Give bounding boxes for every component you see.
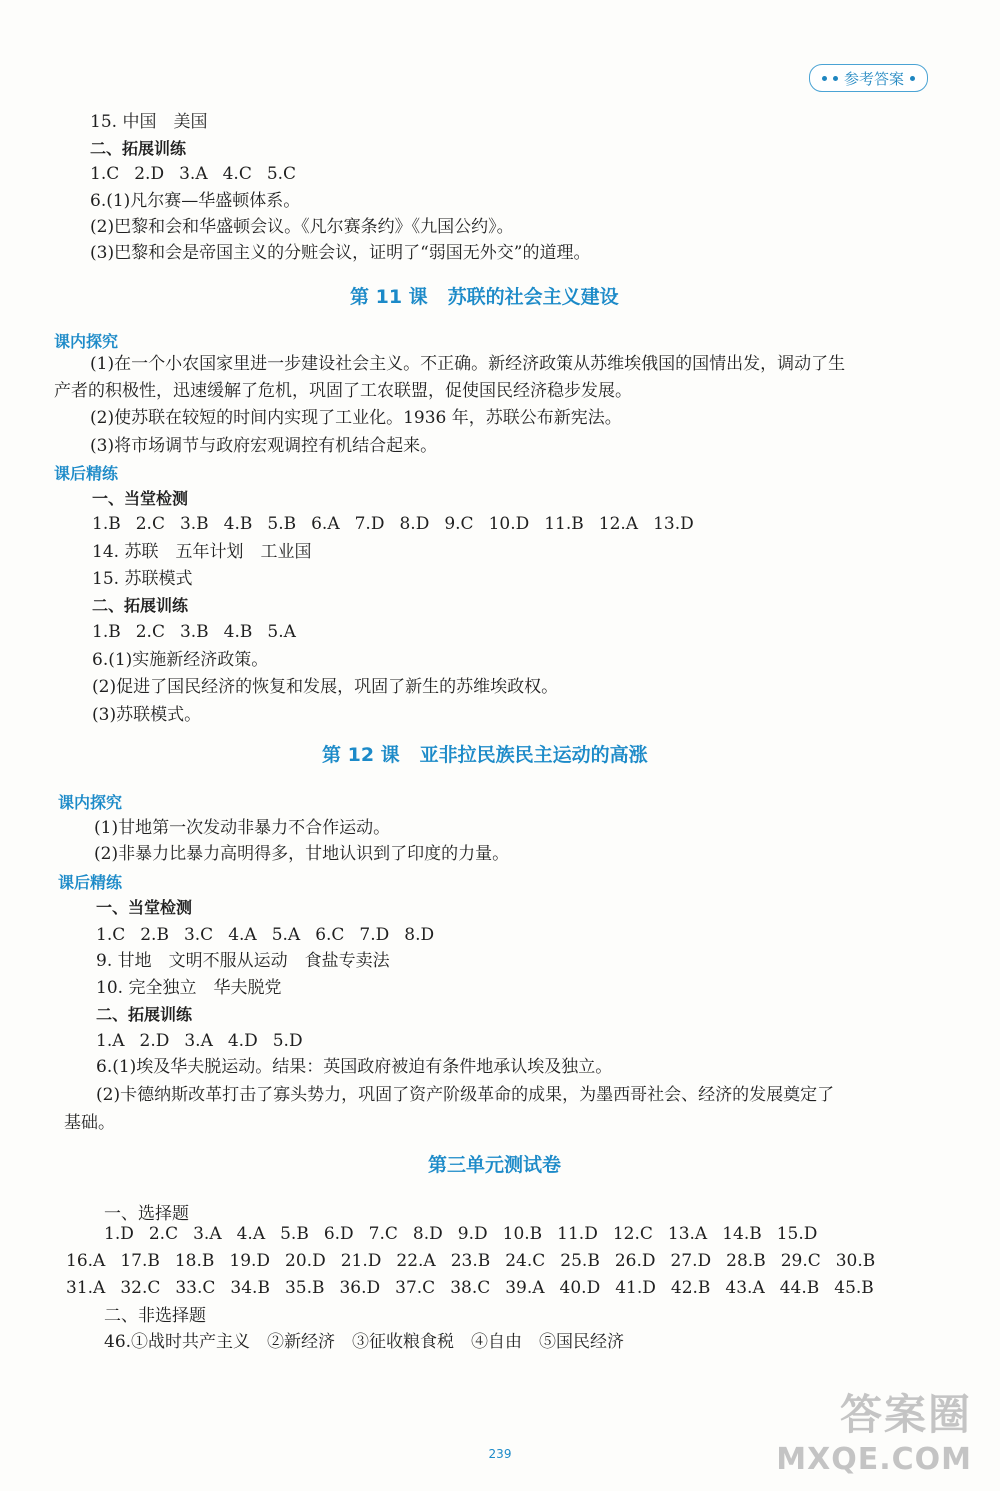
answer-item: 8.D [412,1224,443,1244]
answer-item: 2.C [135,514,165,534]
answer-item: 33.C [175,1278,216,1298]
answer-item: 4.A [228,925,257,945]
answer-item: 5.A [267,622,296,642]
answer-item: 11.D [557,1224,598,1244]
answer-item: 5.B [280,1224,309,1244]
answer-item: 4.C [222,164,252,184]
answer-item: 13.A [667,1224,708,1244]
unit-3-test-title: 第三单元测试卷 [428,1154,562,1176]
answer-item: 3.A [184,1031,213,1051]
answer-item: 1.C [90,164,120,184]
answer-item: 26.D [614,1251,656,1271]
answer-line: (3)将市场调节与政府宏观调控有机结合起来。 [90,436,438,456]
answer-item: 10.B [502,1224,543,1244]
answer-item: 2.D [134,164,165,184]
choice-answers [92,512,709,536]
answer-item: 2.C [148,1224,179,1244]
header-tag-label: 参考答案 [843,69,904,88]
choice-section-heading: 一、选择题 [104,1204,189,1224]
answer-item: 39.A [505,1278,545,1298]
answer-item: 7.C [368,1224,398,1244]
lesson-11-title [350,284,619,310]
answer-line: 15. 苏联模式 [92,569,193,589]
choice-answers [66,1249,890,1273]
answer-item: 31.A [66,1278,106,1298]
answer-item: 7.D [354,514,385,534]
answer-item: 5.D [272,1031,303,1051]
in-class-explore-heading: 课内探究 [54,332,119,351]
answer-item: 1.A [96,1031,125,1051]
answer-item: 19.D [229,1251,271,1271]
answer-item: 17.B [120,1251,160,1271]
answer-item: 22.A [396,1251,436,1271]
answer-line: (1)甘地第一次发动非暴力不合作运动。 [94,818,391,838]
answer-item: 24.C [505,1251,546,1271]
answer-item: 12.A [598,514,639,534]
answer-line: 6.(1)埃及华夫脱运动。结果：英国政府被迫有条件地承认埃及独立。 [96,1057,613,1077]
answer-line: 产者的积极性，迅速缓解了危机，巩固了工农联盟，促使国民经济稳步发展。 [54,381,632,401]
answer-line: 14. 苏联 五年计划 工业国 [92,542,312,562]
answer-item: 6.A [311,514,340,534]
answer-line: (1)在一个小农国家里进一步建设社会主义。不正确。新经济政策从苏维埃俄国的国情出发，调动了生 [90,354,846,374]
header-answer-tag [809,64,928,92]
answer-line: (2)促进了国民经济的恢复和发展，巩固了新生的苏维埃政权。 [92,677,559,697]
answer-item: 5.A [271,925,301,945]
answer-item: 4.B [223,622,253,642]
answer-item: 30.B [835,1251,876,1271]
answer-item: 5.B [267,514,297,534]
answer-item: 12.C [612,1224,653,1244]
answer-item: 38.C [450,1278,491,1298]
in-class-check-heading: 一、当堂检测 [92,489,189,508]
answer-item: 41.D [615,1278,656,1298]
choice-answers [96,923,449,947]
answer-item: 7.D [359,925,390,945]
choice-answers [96,1029,318,1053]
answer-item: 11.B [544,514,584,534]
answer-item: 3.B [179,514,209,534]
answer-item: 40.D [559,1278,601,1298]
answer-item: 32.C [120,1278,161,1298]
answer-item: 4.A [236,1224,266,1244]
dot-icon [833,76,838,81]
answer-item: 6.D [323,1224,354,1244]
watermark-logo [776,1382,972,1477]
answer-item: 3.B [179,622,209,642]
choice-answers [104,1222,832,1246]
answer-item: 44.B [779,1278,820,1298]
lesson-number: 第 12 课 [322,744,400,766]
answer-line: 9. 甘地 文明不服从运动 食盐专卖法 [96,951,390,971]
nonchoice-section-heading: 二、非选择题 [104,1306,206,1326]
answer-item: 23.B [450,1251,491,1271]
lesson-name: 苏联的社会主义建设 [447,286,619,308]
answer-item: 10.D [488,514,530,534]
answer-item: 1.D [104,1224,134,1244]
answer-item: 34.B [230,1278,270,1298]
answer-item: 1.C [96,925,126,945]
answer-item: 2.D [139,1031,170,1051]
answer-line: 15. 中国 美国 [90,112,208,132]
expand-training-heading: 二、拓展训练 [92,596,189,615]
answer-item: 5.C [266,164,297,184]
answer-line: (2)卡德纳斯改革打击了寡头势力，巩固了资产阶级革命的成果，为墨西哥社会、经济的发展奠定了 [96,1085,835,1105]
answer-item: 42.B [670,1278,711,1298]
after-class-practice-heading: 课后精练 [54,464,119,483]
answer-item: 29.C [780,1251,821,1271]
answer-item: 20.D [285,1251,326,1271]
lesson-12-title [322,742,648,768]
answer-item: 9.C [444,514,474,534]
dot-icon [822,76,827,81]
answer-item: 14.B [722,1224,762,1244]
expand-training-heading: 二、拓展训练 [96,1005,193,1024]
answer-line: (2)使苏联在较短的时间内实现了工业化。1936 年，苏联公布新宪法。 [90,408,622,428]
answer-item: 21.D [340,1251,382,1271]
answer-item: 36.D [339,1278,381,1298]
watermark-logo-text: 答案圈 [839,1390,972,1439]
answer-item: 27.D [670,1251,712,1271]
answer-line: (3)巴黎和会是帝国主义的分赃会议，证明了“弱国无外交”的道理。 [90,243,591,263]
answer-item: 18.B [174,1251,215,1271]
expand-training-heading: 二、拓展训练 [90,139,187,158]
answer-line: 6.(1)凡尔赛—华盛顿体系。 [90,191,301,211]
answer-item: 16.A [66,1251,106,1271]
answer-item: 3.A [193,1224,222,1244]
answer-line: 10. 完全独立 华夫脱党 [96,978,282,998]
dot-icon [910,76,915,81]
choice-answers [66,1276,889,1300]
answer-item: 28.B [726,1251,766,1271]
answer-item: 35.B [284,1278,325,1298]
answer-item: 4.B [223,514,253,534]
page-number: 239 [488,1447,512,1461]
answer-item: 15.D [776,1224,818,1244]
answer-item: 37.C [395,1278,436,1298]
answer-line: 基础。 [64,1113,115,1133]
answer-item: 13.D [653,514,694,534]
answer-item: 4.D [227,1031,258,1051]
answer-item: 2.B [140,925,169,945]
answer-line: 6.(1)实施新经济政策。 [92,650,269,670]
answer-item: 3.A [179,164,208,184]
answer-item: 43.A [725,1278,765,1298]
answer-item: 1.B [92,622,121,642]
lesson-number: 第 11 课 [350,286,428,308]
choice-answers [92,620,311,644]
answer-item: 3.C [183,925,214,945]
answer-item: 6.C [315,925,345,945]
answer-line: (3)苏联模式。 [92,705,202,725]
answer-line: (2)非暴力比暴力高明得多，甘地认识到了印度的力量。 [94,844,510,864]
answer-line: 46.①战时共产主义 ②新经济 ③征收粮食税 ④自由 ⑤国民经济 [104,1332,625,1352]
answer-item: 2.C [135,622,165,642]
answer-item: 9.D [457,1224,488,1244]
answer-item: 8.D [404,925,435,945]
choice-answers [90,162,311,186]
after-class-practice-heading: 课后精练 [58,873,123,892]
answer-item: 25.B [560,1251,600,1271]
answer-item: 45.B [834,1278,874,1298]
lesson-name: 亚非拉民族民主运动的高涨 [419,744,648,766]
answer-line: (2)巴黎和会和华盛顿会议。《凡尔赛条约》《九国公约》。 [90,217,514,237]
answer-item: 1.B [92,514,121,534]
in-class-check-heading: 一、当堂检测 [96,898,193,917]
answer-item: 8.D [399,514,430,534]
watermark-url: MXQE.COM [776,1442,972,1477]
in-class-explore-heading: 课内探究 [58,793,123,812]
